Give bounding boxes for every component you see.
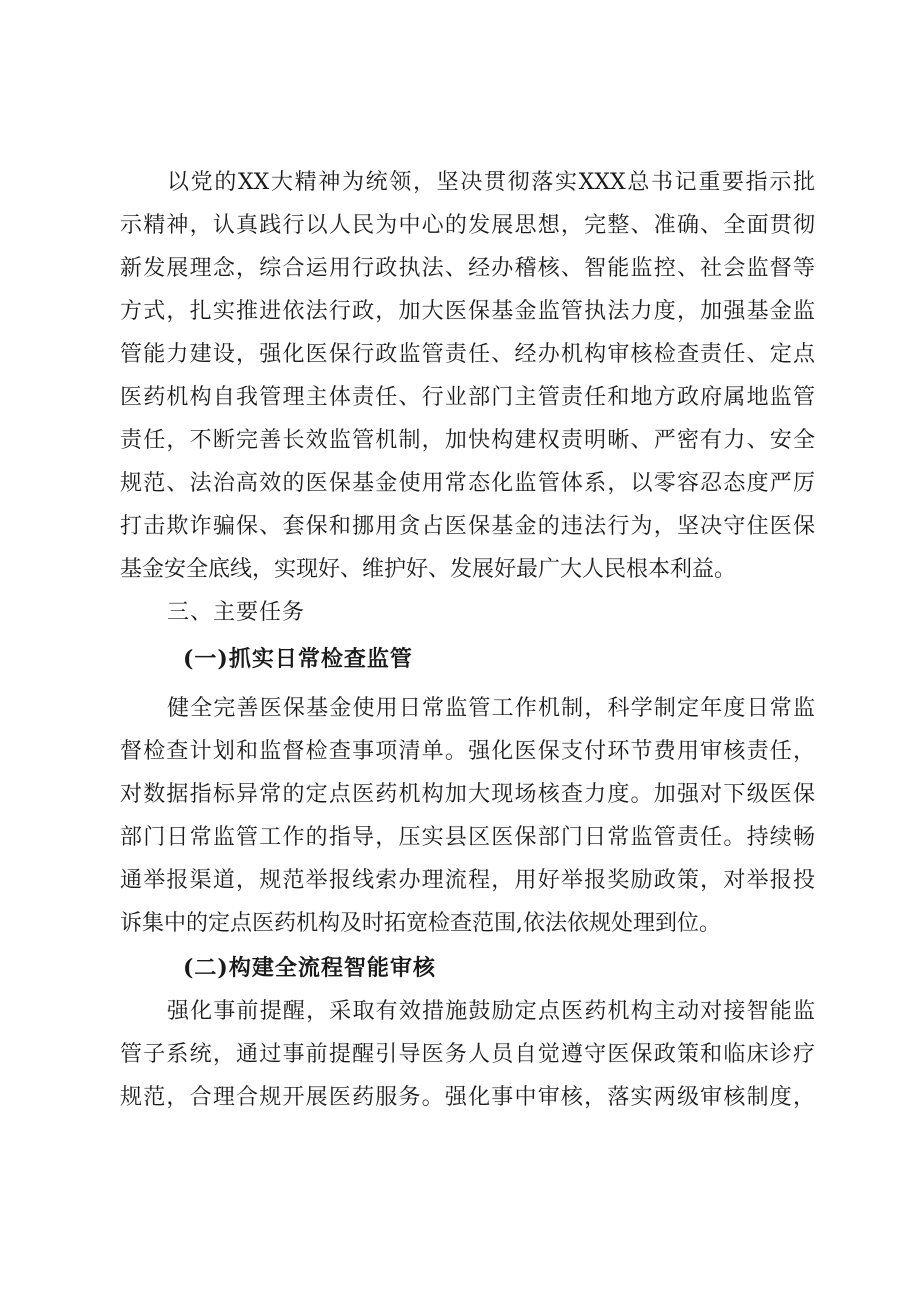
subsection-paragraph xyxy=(120,990,815,1119)
paragraph-line: 健全完善医保基金使用日常监管工作机制，科学制定年度日常监 xyxy=(167,696,815,721)
paragraph-line: 通举报渠道，规范举报线索办理流程，用好举报奖励政策，对举报投 xyxy=(120,868,815,893)
paragraph-line: 方式，扎实推进依法行政，加大医保基金监管执法力度，加强基金监 xyxy=(120,299,815,324)
paragraph-line: 医药机构自我管理主体责任、行业部门主管责任和地方政府属地监管 xyxy=(120,385,815,410)
subsection-title: (二)构建全流程智能审核 xyxy=(183,955,436,981)
subsection-title: (一)抓实日常检查监管 xyxy=(183,646,413,672)
subsection-paragraph xyxy=(120,687,815,945)
paragraph-line: 强化事前提醒，采取有效措施鼓励定点医药机构主动对接智能监 xyxy=(167,999,815,1024)
section-heading: 三、主要任务 xyxy=(167,600,306,625)
paragraph-line: 责任，不断完善长效监管机制，加快构建权责明晰、严密有力、安全 xyxy=(120,428,815,453)
paragraph-line: 督检查计划和监督检查事项清单。强化医保支付环节费用审核责任， xyxy=(120,739,815,764)
paragraph-line: 管子系统，通过事前提醒引导医务人员自觉遵守医保政策和临床诊疗 xyxy=(120,1042,815,1067)
paragraph-line: 新发展理念，综合运用行政执法、经办稽核、智能监控、社会监督等 xyxy=(120,256,815,281)
paragraph-line: 以党的XX大精神为统领，坚决贯彻落实XXX总书记重要指示批 xyxy=(167,170,815,195)
paragraph-line: 规范，合理合规开展医药服务。强化事中审核，落实两级审核制度， xyxy=(120,1085,815,1110)
paragraph-line: 基金安全底线，实现好、维护好、发展好最广大人民根本利益。 xyxy=(120,557,737,582)
intro-paragraph xyxy=(120,161,815,591)
paragraph-line: 打击欺诈骗保、套保和挪用贪占医保基金的违法行为，坚决守住医保 xyxy=(120,514,815,539)
paragraph-line: 规范、法治高效的医保基金使用常态化监管体系，以零容忍态度严厉 xyxy=(120,471,815,496)
paragraph-line: 对数据指标异常的定点医药机构加大现场核查力度。加强对下级医保 xyxy=(120,782,815,807)
paragraph-line: 部门日常监管工作的指导，压实县区医保部门日常监管责任。持续畅 xyxy=(120,825,815,850)
paragraph-line: 管能力建设，强化医保行政监管责任、经办机构审核检查责任、定点 xyxy=(120,342,815,367)
document-page xyxy=(120,161,815,1119)
paragraph-line: 示精神，认真践行以人民为中心的发展思想，完整、准确、全面贯彻 xyxy=(120,213,815,238)
paragraph-line: 诉集中的定点医药机构及时拓宽检查范围,依法依规处理到位。 xyxy=(120,911,721,936)
